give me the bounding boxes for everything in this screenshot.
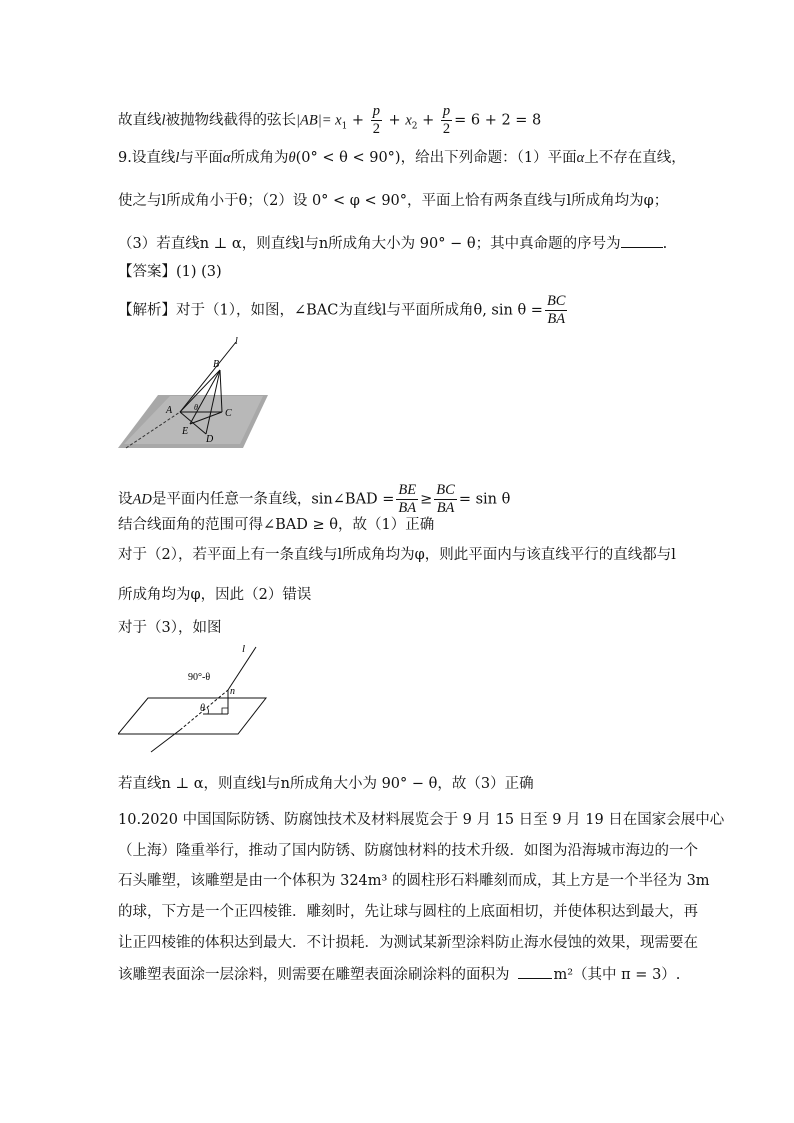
label-A: A: [166, 405, 173, 416]
answer-blank[interactable]: [621, 233, 663, 248]
denominator: BA: [398, 500, 417, 516]
text: 所成角为: [230, 150, 289, 166]
text: 是平面内任意一条直线，: [151, 491, 312, 508]
angle-arc: [207, 707, 208, 714]
text: 与平面: [179, 150, 223, 166]
text: m²（其中 π = 3）.: [553, 967, 681, 983]
text: 石头雕塑，该雕塑是由一个体积为 324m³ 的圆柱形石料雕刻而成，其上方是一个半径为 3m: [118, 873, 710, 889]
denominator: BA: [436, 500, 455, 516]
denominator: 2: [372, 121, 380, 137]
line-l-bottom: [151, 730, 180, 752]
label-theta: θ: [200, 703, 205, 714]
right-angle-mark: [222, 708, 228, 714]
math-var: α: [222, 150, 231, 166]
text: 故直线: [118, 112, 162, 129]
math-op: +: [417, 112, 439, 129]
text: .: [662, 236, 668, 252]
math-var: θ: [288, 150, 296, 166]
math-expr: |AB|= x: [296, 112, 342, 129]
math-var: α: [576, 150, 585, 166]
text: ，给出下列命题：（1）平面: [400, 150, 577, 166]
denominator: 2: [442, 121, 451, 137]
math-var: l: [161, 112, 166, 129]
sec1-line-e: [118, 618, 221, 638]
text: 9.设直线: [118, 150, 176, 166]
text: 若直线n ⊥ α，则直线l与n所成角大小为 90° − θ，故（3）正确: [118, 776, 534, 792]
label-l: l: [242, 643, 246, 655]
label-E: E: [182, 426, 189, 437]
text: （上海）隆重举行，推动了国内防锈、防腐蚀材料的技术升级．如图为沿海城市海边的一个: [118, 843, 698, 859]
denominator: BA: [547, 311, 566, 327]
sec2-line-f: [118, 774, 534, 794]
math-expr: = 6 + 2 = 8: [454, 112, 542, 129]
numerator: BC: [546, 293, 566, 309]
answer-label: 【答案】: [118, 264, 176, 280]
figure-perpendicular: [118, 642, 278, 758]
math-var: x: [405, 112, 412, 129]
q9-line-3: [118, 233, 667, 254]
fraction: [434, 482, 457, 517]
analysis-label: 【解析】: [118, 302, 176, 319]
numerator: BC: [436, 482, 455, 498]
text: 被抛物线截得的弦长: [165, 112, 297, 129]
text: 让正四棱锥的体积达到最大．不计损耗．为测试某新型涂料防止海水侵蚀的效果，现需要在: [118, 935, 698, 951]
fraction: [371, 103, 382, 138]
numerator: p: [372, 103, 380, 119]
answer-line: [118, 262, 222, 282]
label-B: B: [213, 359, 220, 370]
text: 10.2020 中国国际防锈、防腐蚀技术及材料展览会于 9 月 15 日至 9 月 19 日在国家会展中心: [118, 812, 725, 828]
label-l: l: [235, 336, 238, 347]
math-var: l: [175, 150, 180, 166]
q10-line-2: [118, 841, 698, 861]
q10-line-4: [118, 902, 698, 922]
text: 结合线面角的范围可得∠BAD ≥ θ，故（1）正确: [118, 517, 435, 533]
text: 对于（3），如图: [118, 620, 222, 636]
figure-plane-angle: [118, 330, 278, 450]
text: 设: [118, 491, 133, 508]
answer-value: (1) (3): [176, 264, 222, 280]
q10-line-1: [118, 810, 724, 830]
math-op: ≥: [420, 491, 433, 508]
text: 使之与l所成角小于θ；（2）设 0° < φ < 90°，平面上恰有两条直线与l所成角均为φ；: [118, 193, 669, 209]
label-theta: θ: [194, 403, 198, 412]
text: 该雕塑表面涂一层涂料，则需要在雕塑表面涂刷涂料的面积为: [118, 967, 510, 983]
fraction: [441, 103, 452, 138]
sec1-line-b: [118, 515, 434, 535]
text: 所成角均为φ，因此（2）错误: [118, 587, 312, 603]
text: 上不存在直线，: [584, 150, 686, 166]
label-D: D: [206, 434, 214, 445]
math-expr: = sin θ: [458, 491, 511, 508]
chord-length-line: [118, 103, 541, 138]
math-var: AD: [132, 491, 152, 508]
answer-blank[interactable]: [518, 964, 552, 979]
label-C: C: [225, 408, 232, 419]
plane-outline: [118, 698, 266, 734]
numerator: p: [442, 103, 451, 119]
fraction: [396, 482, 418, 517]
subscript: 2: [411, 121, 418, 132]
text: 对于（1），如图，∠BAC为直线l与平面所成角θ, sin θ =: [176, 302, 543, 319]
text: 对于（2），若平面上有一条直线与l所成角均为φ，则此平面内与该直线平行的直线都与l: [118, 547, 676, 563]
analysis-line: [118, 293, 569, 328]
sec1-line-d: [118, 585, 311, 605]
label-n: n: [230, 686, 235, 697]
math-op: +: [383, 112, 406, 129]
math-expr: sin∠BAD =: [311, 491, 395, 508]
label-complement-angle: 90°-θ: [188, 672, 211, 683]
numerator: BE: [398, 482, 417, 498]
math-op: +: [347, 112, 369, 129]
fraction: [545, 293, 568, 328]
q9-line-1: [118, 148, 686, 168]
q10-line-5: [118, 933, 698, 953]
text: 的球，下方是一个正四棱锥．雕刻时，先让球与圆柱的上底面相切，并使体积达到最大，再: [118, 904, 698, 920]
sec1-line-c: [118, 545, 676, 565]
subscript: 1: [341, 121, 348, 132]
q10-line-3: [118, 871, 710, 891]
math-expr: (0° < θ < 90°): [295, 150, 401, 166]
sec1-line-a: [118, 482, 510, 517]
q9-line-2: [118, 191, 668, 211]
text: （3）若直线n ⊥ α，则直线l与n所成角大小为 90° − θ；其中真命题的序号为: [118, 236, 621, 252]
q10-line-6: [118, 964, 680, 985]
